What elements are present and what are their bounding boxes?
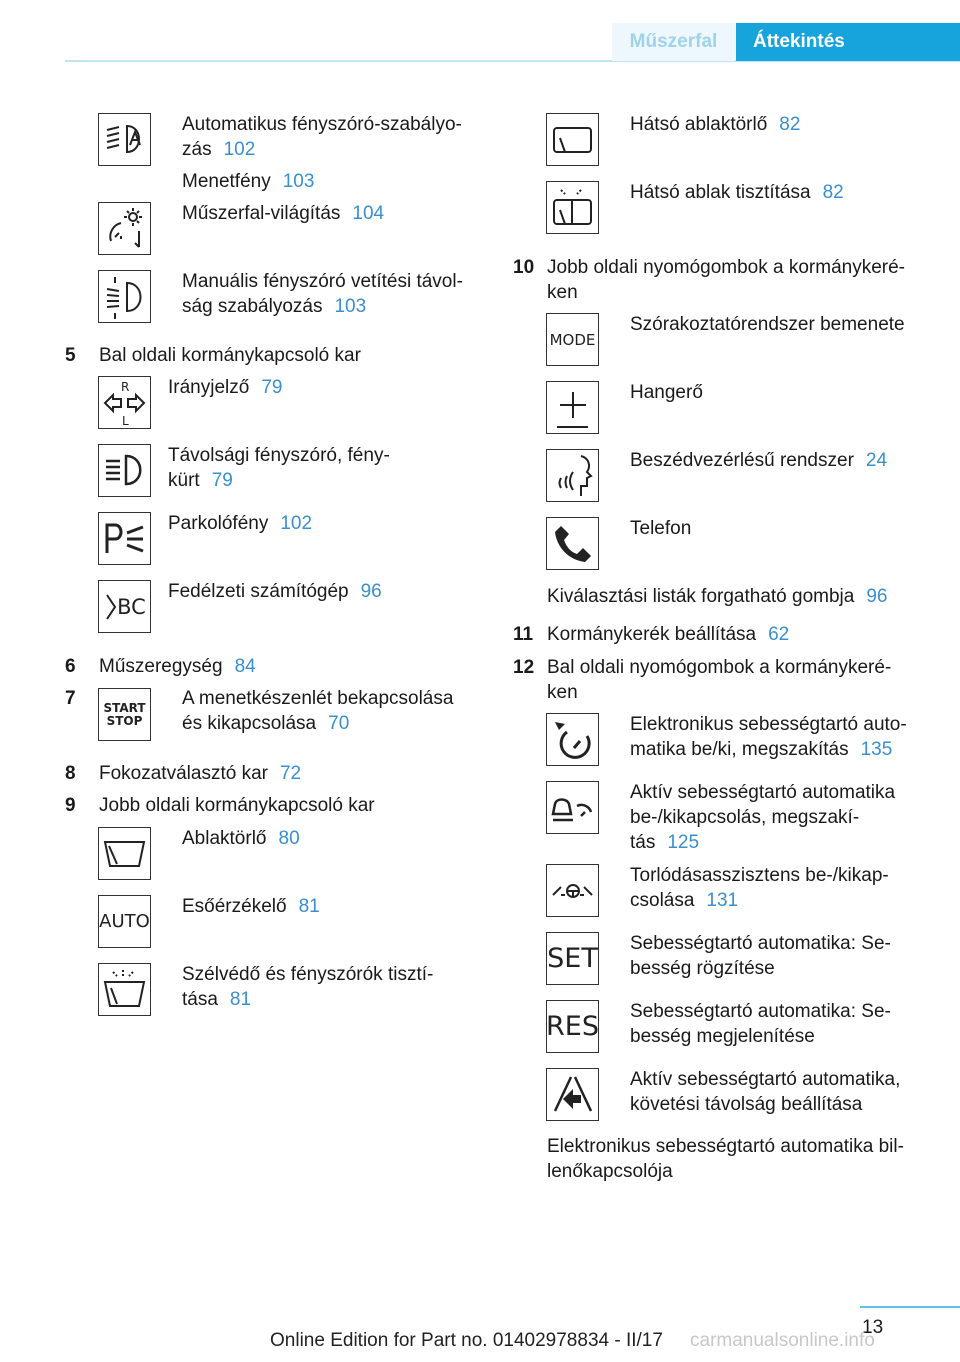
footer-edition: Online Edition for Part no. 01402978834 - II/17 [270, 1330, 663, 1351]
section-number: 12 [513, 657, 535, 678]
item-text: tás 125 [630, 832, 700, 853]
turn-signal-icon [98, 376, 151, 429]
page-ref-link[interactable]: 96 [866, 586, 888, 607]
page-ref-link[interactable]: 81 [298, 896, 320, 917]
item-text: Fedélzeti számítógép 96 [168, 581, 382, 602]
section-title: Jobb oldali nyomógombok a kormánykeré- [547, 257, 906, 278]
item-text: ság szabályozás 103 [182, 296, 367, 317]
set-icon: SET [546, 932, 599, 985]
dash-light-icon [98, 202, 151, 255]
item-text: Irányjelző 79 [168, 377, 283, 398]
item-text: Esőérzékelő 81 [182, 896, 320, 917]
svg-text:L: L [122, 414, 129, 428]
item-text: Elektronikus sebességtartó auto- [630, 714, 907, 735]
item-text: Hangerő [630, 382, 703, 403]
page-ref-link[interactable]: 102 [223, 139, 256, 160]
item-text: Műszerfal-világítás 104 [182, 203, 385, 224]
tab-attekintes[interactable]: Áttekintés [736, 23, 960, 61]
page-ref-link[interactable]: 96 [360, 581, 382, 602]
item-text: be-/kikapcsolás, megszakí- [630, 807, 860, 828]
item-text: Szórakoztatórendszer bemenete [630, 314, 905, 335]
item-text: Torlódásasszisztens be-/kikap- [630, 865, 889, 886]
section-title: Bal oldali nyomógombok a kormánykeré- [547, 657, 892, 678]
page-ref-link[interactable]: 72 [279, 763, 302, 784]
page-ref-link[interactable]: 82 [779, 114, 801, 135]
section-title: Jobb oldali kormánykapcsoló kar [99, 795, 375, 816]
item-text: lenőkapcsolója [547, 1161, 673, 1182]
page-ref-link[interactable]: 125 [667, 832, 700, 853]
section-number: 11 [513, 624, 534, 645]
svg-text:R: R [121, 380, 130, 394]
watermark: carmanualsonline.info [690, 1330, 875, 1351]
item-text: besség rögzítése [630, 958, 775, 979]
wiper-icon [98, 827, 151, 880]
item-text: Sebességtartó automatika: Se- [630, 1001, 891, 1022]
board-computer-icon: BC [98, 580, 151, 633]
section-title: Műszeregység 84 [99, 656, 256, 677]
section-number: 8 [65, 763, 76, 784]
tab-muszerfal[interactable]: Műszerfal [612, 23, 735, 61]
distance-icon [546, 1068, 599, 1121]
item-text: zás 102 [182, 139, 256, 160]
page-ref-link[interactable]: 82 [822, 182, 844, 203]
item-text: Automatikus fényszóró-szabályo- [182, 114, 462, 135]
section-title: Bal oldali kormánykapcsoló kar [99, 345, 361, 366]
high-beam-icon [98, 444, 151, 497]
item-text: A menetkészenlét bekapcsolása [182, 688, 454, 709]
section-number: 6 [65, 656, 76, 677]
item-text: matika be/ki, megszakítás 135 [630, 739, 893, 760]
item-text: és kikapcsolása 70 [182, 713, 350, 734]
section-number: 9 [65, 795, 76, 816]
item-text: Parkolófény 102 [168, 513, 313, 534]
page-number-rule [860, 1306, 960, 1308]
voice-icon [546, 449, 599, 502]
page-ref-link[interactable]: 80 [278, 828, 300, 849]
page-ref-link[interactable]: 103 [334, 296, 367, 317]
section-number: 7 [65, 688, 76, 709]
item-text: Aktív sebességtartó automatika, [630, 1069, 901, 1090]
page-ref-link[interactable]: 24 [865, 450, 888, 471]
rear-wiper-icon [546, 113, 599, 166]
item-text: Hátsó ablaktörlő 82 [630, 114, 801, 135]
page-ref-link[interactable]: 102 [280, 513, 313, 534]
item-text: Kiválasztási listák forgatható gombja 96 [547, 586, 888, 607]
page-ref-link[interactable]: 104 [352, 203, 385, 224]
item-text: tása 81 [182, 989, 252, 1010]
page-ref-link[interactable]: 62 [768, 624, 790, 645]
item-text: Szélvédő és fényszórók tisztí- [182, 964, 434, 985]
phone-icon [546, 517, 599, 570]
item-text: Manuális fényszóró vetítési távol- [182, 271, 463, 292]
item-text: kürt 79 [168, 470, 233, 491]
acc-icon [546, 781, 599, 834]
page-ref-link[interactable]: 103 [282, 171, 315, 192]
item-text: Menetfény 103 [182, 171, 315, 192]
res-icon: RES [546, 1000, 599, 1053]
section-title: ken [547, 282, 578, 303]
section-number: 5 [65, 345, 76, 366]
section-title: Fokozatválasztó kar 72 [99, 763, 302, 784]
item-text: csolása 131 [630, 890, 739, 911]
traffic-jam-icon [546, 864, 599, 917]
item-text: Sebességtartó automatika: Se- [630, 933, 891, 954]
page-ref-link[interactable]: 84 [234, 656, 256, 677]
page-ref-link[interactable]: 131 [706, 890, 739, 911]
page-ref-link[interactable]: 79 [261, 377, 283, 398]
mode-icon: MODE [546, 313, 599, 366]
parking-light-icon [98, 512, 151, 565]
cruise-icon [546, 713, 599, 766]
page-ref-link[interactable]: 79 [211, 470, 233, 491]
rear-wash-icon [546, 181, 599, 234]
item-text: Aktív sebességtartó automatika [630, 782, 896, 803]
item-text: Távolsági fényszóró, fény- [168, 445, 390, 466]
item-text: Telefon [630, 518, 692, 539]
section-title: ken [547, 682, 578, 703]
page-ref-link[interactable]: 135 [860, 739, 893, 760]
item-text: Ablaktörlő 80 [182, 828, 300, 849]
start-stop-icon: START STOP [98, 688, 151, 741]
headlight-range-icon [98, 270, 151, 323]
item-text: követési távolság beállítása [630, 1094, 863, 1115]
headlight-auto-icon [98, 113, 151, 166]
item-text: Hátsó ablak tisztítása 82 [630, 182, 844, 203]
section-number: 10 [513, 257, 535, 278]
section-title: Kormánykerék beállítása 62 [547, 624, 790, 645]
item-text: Beszédvezérlésű rendszer 24 [630, 450, 888, 471]
plus-icon [546, 381, 599, 434]
page-number: 13 [862, 1317, 884, 1338]
washer-icon [98, 963, 151, 1016]
page-ref-link[interactable]: 70 [328, 713, 350, 734]
rain-sensor-icon: AUTO [98, 895, 151, 948]
page-ref-link[interactable]: 81 [229, 989, 252, 1010]
item-text: Elektronikus sebességtartó automatika bil- [547, 1136, 904, 1157]
item-text: besség megjelenítése [630, 1026, 815, 1047]
